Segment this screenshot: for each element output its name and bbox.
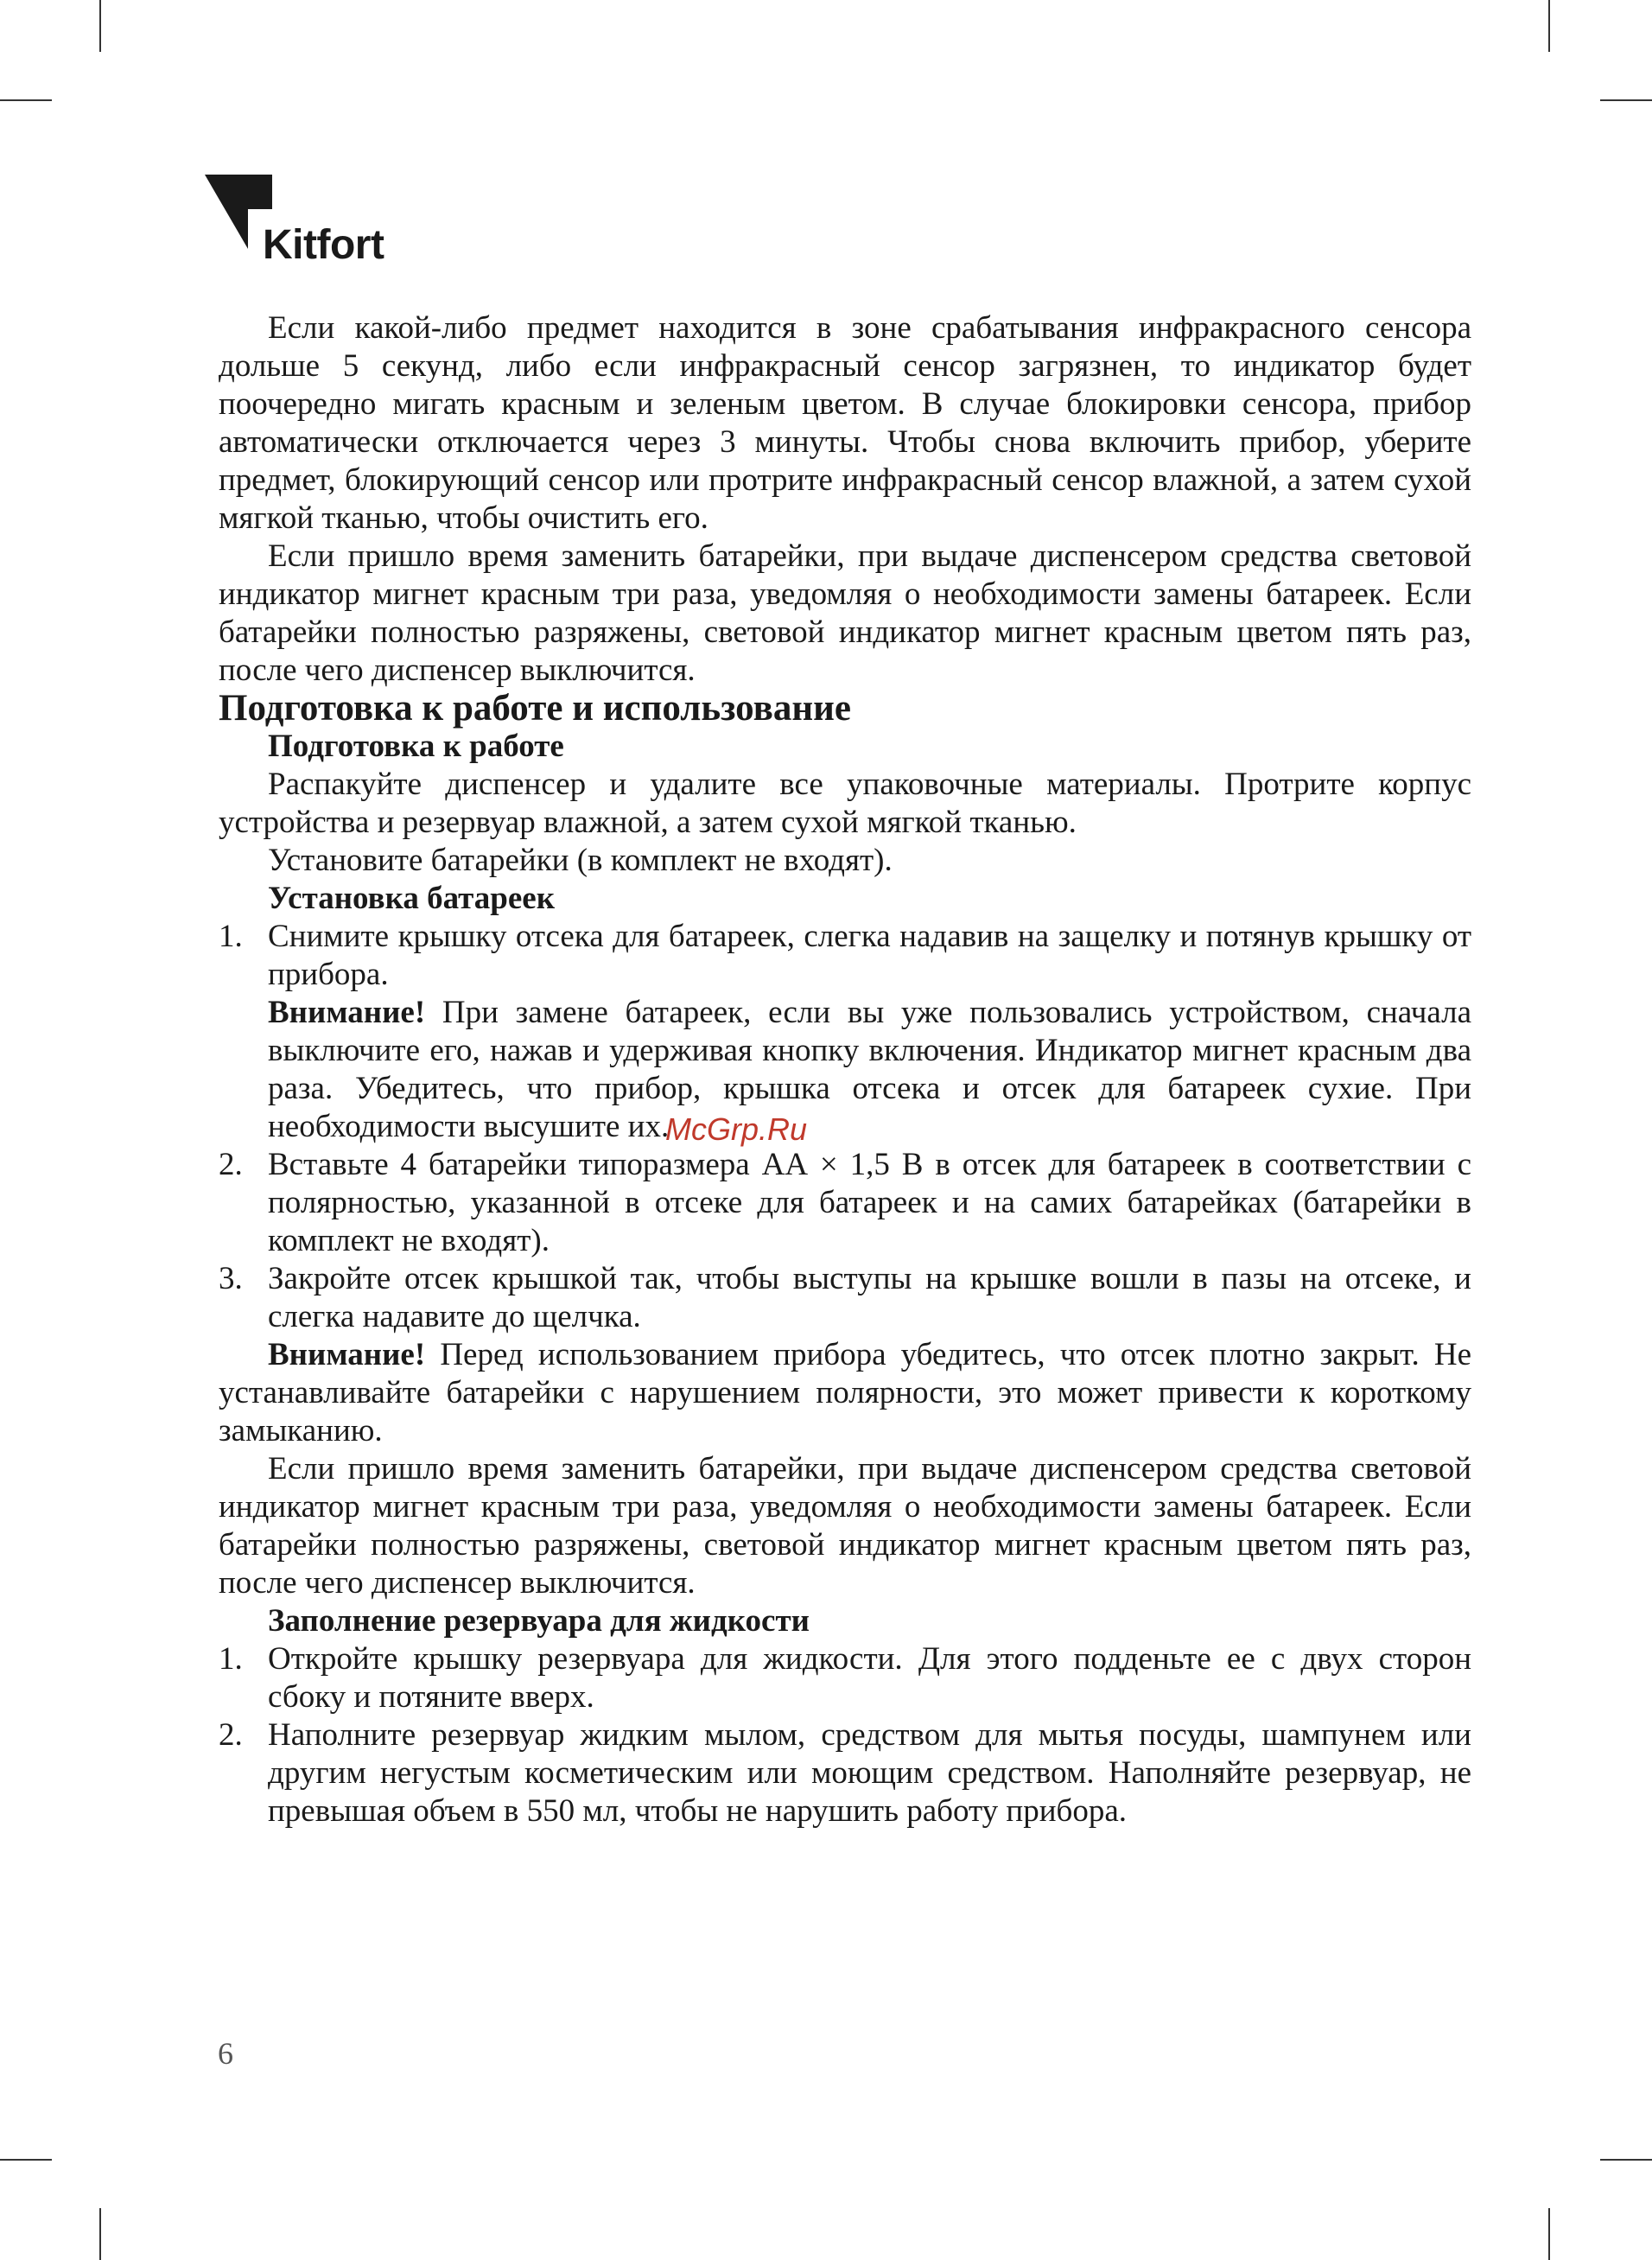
list-item [219, 1146, 1471, 1260]
list-text: Наполните резервуар жидким мылом, средством для мытья посуды, шампунем или другим негустым косметическим или моющим средством. Наполняйте резервуар, не превышая объем в 550 мл, чтобы не нарушить работу прибора. [268, 1717, 1471, 1829]
list-number: 1. [219, 919, 243, 954]
note-text: При замене батареек, если вы уже пользовались устройством, сначала выключите его, нажав и удерживая кнопку включения. Индикатор мигнет красным два раза. Убедитесь, что прибор, крышка отсека и отсек для батареек сухие. При необходимости высушите их. [268, 995, 1471, 1144]
list-item [219, 918, 1471, 1146]
list-number: 2. [219, 1147, 243, 1182]
crop-mark [1548, 2208, 1550, 2260]
crop-mark [0, 2159, 52, 2161]
warning-text: Перед использованием прибора убедитесь, что отсек плотно закрыт. Не устанавливайте батарейки с нарушением полярности, это может привести к короткому замыканию. [219, 1337, 1471, 1448]
list-item [219, 1716, 1471, 1830]
list-text: Закройте отсек крышкой так, чтобы выступы на крышке вошли в пазы на отсеке, и слегка надавите до щелчка. [268, 1261, 1471, 1334]
list-number: 2. [219, 1717, 243, 1753]
paragraph: Распакуйте диспенсер и удалите все упаковочные материалы. Протрите корпус устройства и резервуар влажной, а затем сухой мягкой тканью. [219, 767, 1471, 840]
crop-mark [99, 0, 101, 52]
battery-steps-list [219, 918, 1471, 1336]
section-title: Подготовка к работе и использование [219, 688, 851, 729]
intro-paragraph: Если какой-либо предмет находится в зоне срабатывания инфракрасного сенсора дольше 5 секунд, либо если инфракрасный сенсор загрязнен, то индикатор будет поочередно мигать красным и зеленым цветом. В случае блокировки сенсора, прибор автоматически отключается через 3 минуты. Чтобы снова включить прибор, уберите предмет, блокирующий сенсор или протрите инфракрасный сенсор влажной, а затем сухой мягкой тканью, чтобы очистить его. [219, 310, 1471, 536]
subsection-heading: Подготовка к работе [268, 729, 564, 764]
brand-name: Kitfort [263, 222, 384, 268]
warning-label: Внимание! [268, 1337, 426, 1372]
crop-mark [0, 99, 52, 101]
crop-mark [1548, 0, 1550, 52]
paragraph: Установите батарейки (в комплект не входят). [268, 843, 893, 878]
watermark-link[interactable]: McGrp.Ru [665, 1111, 808, 1147]
crop-mark [1600, 99, 1652, 101]
paragraph: Если пришло время заменить батарейки, при выдаче диспенсером средства световой индикатор мигнет красным три раза, уведомляя о необходимости замены батареек. Если батарейки полностью разряжены, световой индикатор мигнет красным цветом пять раз, после чего диспенсер выключится. [219, 1451, 1471, 1601]
note-paragraph [268, 994, 1471, 1146]
intro-paragraph: Если пришло время заменить батарейки, при выдаче диспенсером средства световой индикатор мигнет красным три раза, уведомляя о необходимости замены батареек. Если батарейки полностью разряжены, световой индикатор мигнет красным цветом пять раз, после чего диспенсер выключится. [219, 538, 1471, 688]
note-label: Внимание! [268, 995, 426, 1030]
document-body [219, 309, 1471, 1830]
subsection-heading: Заполнение резервуара для жидкости [268, 1603, 810, 1639]
list-number: 3. [219, 1261, 243, 1296]
list-text: Снимите крышку отсека для батареек, слегка надавив на защелку и потянув крышку от прибора. [268, 919, 1471, 992]
page-number: 6 [218, 2036, 233, 2071]
subsection-heading: Установка батареек [268, 881, 556, 916]
list-item [219, 1260, 1471, 1336]
list-text: Вставьте 4 батарейки типоразмера АА × 1,5 В в отсек для батареек в соответствии с полярностью, указанной в отсеке для батареек и на самих батарейках (батарейки в комплект не входят). [268, 1147, 1471, 1258]
crop-mark [99, 2208, 101, 2260]
list-item [219, 1640, 1471, 1716]
list-number: 1. [219, 1641, 243, 1677]
warning-paragraph [219, 1336, 1471, 1450]
crop-mark [1600, 2159, 1652, 2161]
list-text: Откройте крышку резервуара для жидкости. Для этого подденьте ее с двух сторон сбоку и потяните вверх. [268, 1641, 1471, 1715]
filling-steps-list [219, 1640, 1471, 1830]
